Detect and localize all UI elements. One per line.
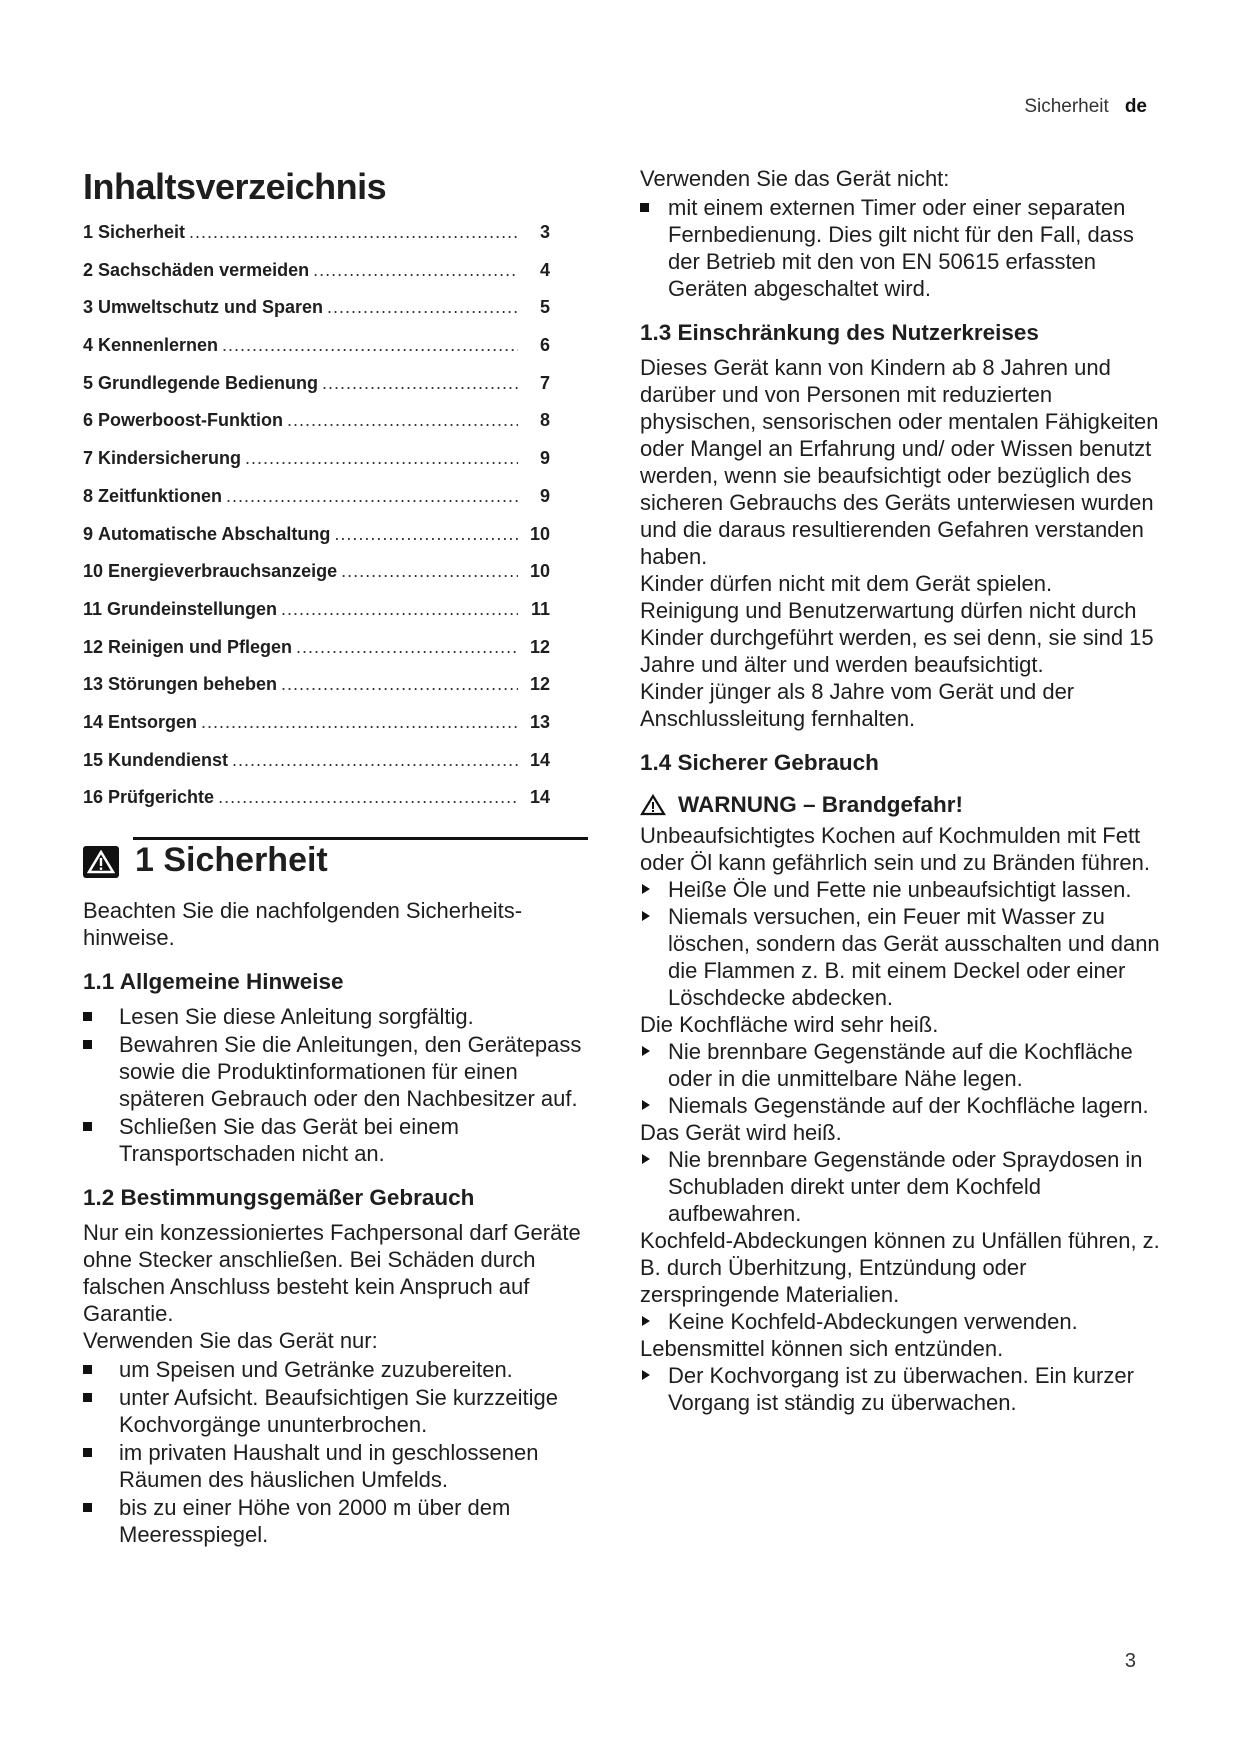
toc-leader <box>218 787 518 808</box>
action-list-2 <box>640 1038 1160 1119</box>
toc-leader <box>189 222 518 243</box>
toc-entry-label: Kindersicherung <box>98 448 242 469</box>
list-not-use <box>640 194 1160 302</box>
toc-leader <box>322 373 518 394</box>
bullet-square-icon <box>83 1012 92 1021</box>
page-header <box>1024 96 1147 118</box>
toc-entry[interactable] <box>83 410 588 448</box>
list-item: um Speisen und Getränke zuzubereiten. <box>83 1356 588 1383</box>
warning-icon <box>83 846 119 878</box>
toc-entry[interactable] <box>83 373 588 411</box>
toc-entry-number: 12 <box>83 636 104 657</box>
warning-triangle-icon <box>640 794 666 816</box>
toc-entry-label: Energieverbrauchsanzeige <box>108 561 338 582</box>
heading-1-2: 1.2 Bestimmungsgemäßer Gebrauch <box>83 1185 475 1210</box>
para-users-3: Reinigung und Benutzerwartung dürfen nicht durch Kinder durchgeführt werden, es sei denn, sie sind 15 Jahre und älter und werden beaufsichtigt. <box>640 598 1154 677</box>
list-general-notes <box>83 1003 588 1167</box>
para-users-2: Kinder dürfen nicht mit dem Gerät spielen. <box>640 571 1053 596</box>
toc-leader <box>313 260 518 281</box>
toc-entry-page: 8 <box>539 410 550 431</box>
para-safe-3: Das Gerät wird heiß. <box>640 1120 842 1145</box>
toc-entry[interactable] <box>83 750 588 788</box>
toc-entry-label: Prüfgerichte <box>108 787 215 808</box>
toc-leader <box>327 297 518 318</box>
arrow-bullet-icon <box>642 1100 650 1110</box>
toc-leader <box>232 750 518 771</box>
para-installation: Nur ein konzessioniertes Fachpersonal darf Geräte ohne Stecker anschließen. Bei Schäden durch falschen Anschluss besteht kein Anspruch auf Garantie. <box>83 1220 581 1326</box>
header-section: Sicherheit <box>1024 96 1109 117</box>
list-item: Nie brennbare Gegenstände oder Spraydosen in Schubladen direkt unter dem Kochfeld aufbewahren. <box>640 1146 1160 1227</box>
toc-entry[interactable] <box>83 599 588 637</box>
list-item: Der Kochvorgang ist zu überwachen. Ein kurzer Vorgang ist ständig zu überwachen. <box>640 1362 1160 1416</box>
warning-line <box>640 792 1160 818</box>
toc-entry[interactable] <box>83 637 588 675</box>
arrow-bullet-icon <box>642 1370 650 1380</box>
bullet-square-icon <box>83 1503 92 1512</box>
toc-entry-page: 10 <box>529 561 550 582</box>
bullet-square-icon <box>83 1040 92 1049</box>
toc-leader <box>201 712 518 733</box>
arrow-bullet-icon <box>642 1154 650 1164</box>
para-not-use-intro: Verwenden Sie das Gerät nicht: <box>640 166 950 191</box>
toc-entry-page: 7 <box>539 372 550 393</box>
toc-leader <box>296 637 518 658</box>
toc-leader <box>226 486 518 507</box>
toc-entry-number: 3 <box>83 297 94 318</box>
toc-leader <box>222 335 518 356</box>
toc-entry[interactable] <box>83 222 588 260</box>
toc-entry-label: Sachschäden vermeiden <box>98 259 310 280</box>
toc-entry[interactable] <box>83 260 588 298</box>
list-item: Niemals versuchen, ein Feuer mit Wasser zu löschen, sondern das Gerät ausschalten und dann die Flammen z. B. mit einem Deckel oder einer Löschdecke abdecken. <box>640 903 1160 1011</box>
toc-entry-page: 12 <box>529 674 550 695</box>
list-item: Niemals Gegenstände auf der Kochfläche lagern. <box>640 1092 1160 1119</box>
toc-entry-page: 11 <box>530 598 550 619</box>
list-item: Keine Kochfeld-Abdeckungen verwenden. <box>640 1308 1160 1335</box>
arrow-bullet-icon <box>642 884 650 894</box>
toc-entry-number: 7 <box>83 448 94 469</box>
toc-entry-number: 4 <box>83 335 94 356</box>
toc-entry-number: 13 <box>83 674 104 695</box>
toc-entry-number: 11 <box>83 598 103 619</box>
list-item: Schließen Sie das Gerät bei einem Transportschaden nicht an. <box>83 1113 588 1167</box>
toc-entry-number: 15 <box>83 749 104 770</box>
toc-entry-label: Automatische Abschaltung <box>98 523 331 544</box>
toc-entry-number: 8 <box>83 485 94 506</box>
toc-entry-label: Kennenlernen <box>98 335 219 356</box>
toc-entry[interactable] <box>83 674 588 712</box>
toc-entry-label: Störungen beheben <box>108 674 278 695</box>
list-item: im privaten Haushalt und in geschlossenen Räumen des häuslichen Umfelds. <box>83 1439 588 1493</box>
list-item: unter Aufsicht. Beaufsichtigen Sie kurzzeitige Kochvorgänge ununterbrochen. <box>83 1384 588 1438</box>
toc-entry-label: Reinigen und Pflegen <box>108 636 293 657</box>
section-rule <box>133 837 588 840</box>
arrow-bullet-icon <box>642 911 650 921</box>
toc-entry-number: 14 <box>83 711 104 732</box>
bullet-square-icon <box>83 1365 92 1374</box>
list-item: Lesen Sie diese Anleitung sorgfältig. <box>83 1003 588 1030</box>
header-language: de <box>1124 96 1147 117</box>
toc-entry[interactable] <box>83 335 588 373</box>
bullet-square-icon <box>83 1448 92 1457</box>
toc-entry-page: 5 <box>539 297 550 318</box>
toc-leader <box>287 410 518 431</box>
para-users-1: Dieses Gerät kann von Kindern ab 8 Jahren und darüber und von Personen mit reduzierten physischen, sensorischen oder mentalen Fähigkeiten oder Mangel an Erfahrung und/ oder Wissen benutzt werden, wenn sie beaufsichtigt oder bezüglich des sicheren Gebrauchs des Geräts unterwiesen wurden und die daraus resultierenden Gefahren verstanden haben. <box>640 355 1159 569</box>
toc-leader <box>245 448 518 469</box>
section-title: 1 Sicherheit <box>135 841 328 879</box>
para-safe-4: Kochfeld-Abdeckungen können zu Unfällen führen, z. B. durch Überhitzung, Entzündung oder zerspringende Materialien. <box>640 1228 1160 1307</box>
action-list-3 <box>640 1146 1160 1227</box>
toc-entry-label: Grundlegende Bedienung <box>98 372 319 393</box>
toc-entry-number: 6 <box>83 410 94 431</box>
section-heading <box>83 837 588 897</box>
bullet-square-icon <box>640 203 649 212</box>
toc-leader <box>334 524 518 545</box>
toc-entry-label: Kundendienst <box>108 749 229 770</box>
list-item: Heiße Öle und Fette nie unbeaufsichtigt lassen. <box>640 876 1160 903</box>
toc-entry-label: Sicherheit <box>98 222 186 242</box>
toc-entry[interactable] <box>83 524 588 562</box>
right-column <box>640 165 1160 1416</box>
arrow-bullet-icon <box>642 1046 650 1056</box>
toc-entry-page: 12 <box>529 636 550 657</box>
toc-entry-page: 9 <box>539 448 550 469</box>
toc-entry[interactable] <box>83 787 588 825</box>
toc-leader <box>281 674 518 695</box>
toc-entry-number: 16 <box>83 787 104 808</box>
action-list-1 <box>640 876 1160 1011</box>
toc-leader <box>341 561 518 582</box>
toc-entry-page: 4 <box>539 259 550 280</box>
section-intro: Beachten Sie die nachfolgenden Sicherheits-hinweise. <box>83 898 523 950</box>
toc-entry-label: Powerboost-Funktion <box>98 410 283 431</box>
bullet-square-icon <box>83 1122 92 1131</box>
toc-entry-number: 9 <box>83 523 94 544</box>
arrow-bullet-icon <box>642 1316 650 1326</box>
para-safe-5: Lebensmittel können sich entzünden. <box>640 1336 1004 1361</box>
toc-entry[interactable] <box>83 297 588 335</box>
toc-entry-number: 5 <box>83 372 94 393</box>
action-list-4 <box>640 1308 1160 1335</box>
toc-entry-label: Entsorgen <box>108 711 198 732</box>
page-number: 3 <box>1124 1650 1136 1672</box>
toc-leader <box>281 599 518 620</box>
action-list-5 <box>640 1362 1160 1416</box>
list-item: bis zu einer Höhe von 2000 m über dem Meeresspiegel. <box>83 1494 588 1548</box>
toc-entry[interactable] <box>83 486 588 524</box>
list-item: Nie brennbare Gegenstände auf die Kochfläche oder in die unmittelbare Nähe legen. <box>640 1038 1160 1092</box>
list-item: Bewahren Sie die Anleitungen, den Gerätepass sowie die Produktinformationen für einen späteren Gebrauch oder den Nachbesitzer auf. <box>83 1031 588 1112</box>
toc-entry-page: 6 <box>539 335 550 356</box>
para-users-4: Kinder jünger als 8 Jahre vom Gerät und der Anschlussleitung fernhalten. <box>640 679 1075 731</box>
para-safe-2: Die Kochfläche wird sehr heiß. <box>640 1012 939 1037</box>
para-use-intro: Verwenden Sie das Gerät nur: <box>83 1328 378 1353</box>
toc-entry-page: 14 <box>529 749 550 770</box>
table-of-contents <box>83 222 588 825</box>
toc-entry-label: Zeitfunktionen <box>98 485 223 506</box>
toc-title: Inhaltsverzeichnis <box>83 166 387 207</box>
list-item: mit einem externen Timer oder einer separaten Fernbedienung. Dies gilt nicht für den Fall, dass der Betrieb mit den von EN 50615 erfassten Geräten abgeschaltet wird. <box>640 194 1160 302</box>
heading-1-3: 1.3 Einschränkung des Nutzerkreises <box>640 320 1039 345</box>
toc-entry-page: 9 <box>539 485 550 506</box>
toc-entry-number: 1 <box>83 222 94 242</box>
bullet-square-icon <box>83 1393 92 1402</box>
toc-entry-label: Grundeinstellungen <box>107 598 278 619</box>
toc-entry-page: 10 <box>529 523 550 544</box>
list-intended-use <box>83 1356 588 1548</box>
para-safe-1: Unbeaufsichtigtes Kochen auf Kochmulden mit Fett oder Öl kann gefährlich sein und zu Bränden führen. <box>640 823 1150 875</box>
toc-entry-page: 14 <box>529 787 550 808</box>
toc-entry-page: 3 <box>539 222 550 242</box>
toc-entry[interactable] <box>83 561 588 599</box>
toc-entry[interactable] <box>83 712 588 750</box>
warning-text: WARNUNG – Brandgefahr! <box>678 792 964 817</box>
left-column <box>83 150 588 1550</box>
toc-entry-number: 2 <box>83 259 94 280</box>
toc-entry[interactable] <box>83 448 588 486</box>
toc-entry-page: 13 <box>529 711 550 732</box>
heading-1-4: 1.4 Sicherer Gebrauch <box>640 750 879 775</box>
heading-1-1: 1.1 Allgemeine Hinweise <box>83 969 344 994</box>
toc-entry-number: 10 <box>83 561 104 582</box>
toc-entry-label: Umweltschutz und Sparen <box>98 297 324 318</box>
